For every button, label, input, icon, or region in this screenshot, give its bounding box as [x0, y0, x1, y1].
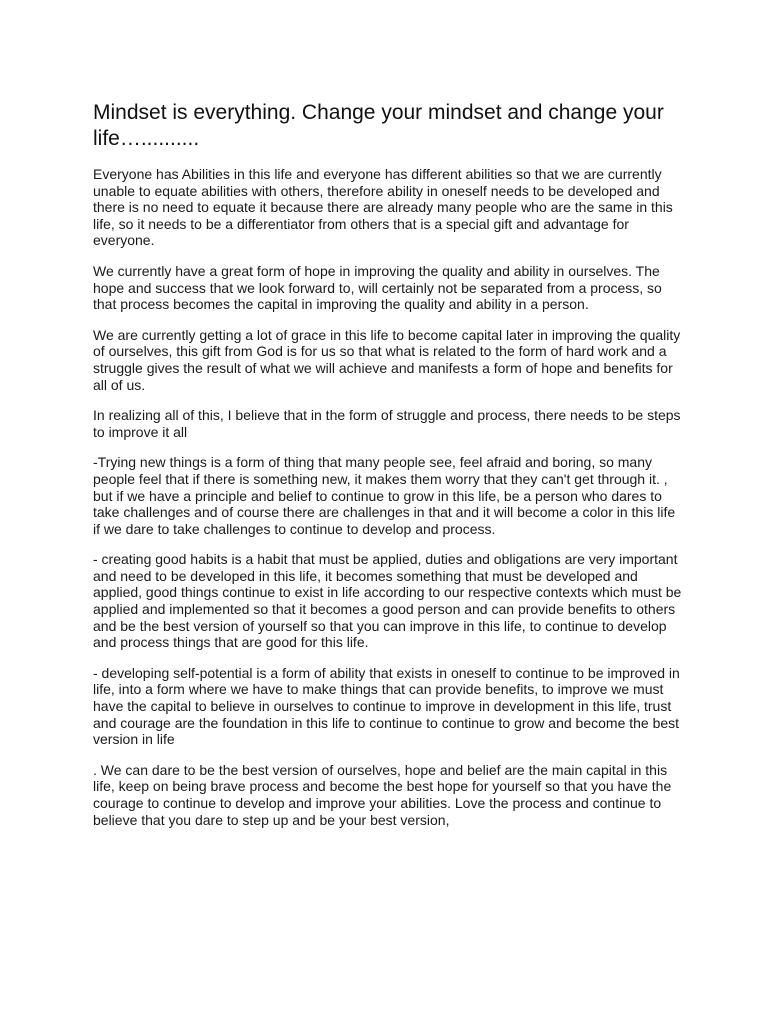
paragraph-grace: We are currently getting a lot of grace in this life to become capital later in improving the quality of ourselves, this gift from God is for us so that what is related to the form of hard work and a struggle gives the result of what we will achieve and manifests a form of hope and benefits for all of us. [93, 326, 681, 393]
paragraph-hope: We currently have a great form of hope in improving the quality and ability in ourselves. The hope and success that we look forward to, will certainly not be separated from a process, so that process becomes the capital in improving the quality and ability in a person. [93, 262, 662, 313]
paragraph-steps: In realizing all of this, I believe that in the form of struggle and process, there needs to be steps to improve it all [93, 407, 681, 440]
paragraph-self-potential: - developing self-potential is a form of ability that exists in oneself to continue to be improved in life, into a form where we have to make things that can provide benefits, to improve we must have the capital to believe in ourselves to continue to improve in development in this life, trust and courage are the foundation in this life to continue to continue to grow and become the best version in life [93, 664, 680, 748]
document-page [93, 100, 683, 842]
document-title: Mindset is everything. Change your mindset and change your life….......... [93, 101, 664, 150]
paragraph-abilities: Everyone has Abilities in this life and everyone has different abilities so that we are currently unable to equate abilities with others, therefore ability in oneself needs to be developed and there is no need to equate it because there are already many people who are the same in this life, so it needs to be a differentiator from others that is a special gift and advantage for everyone. [93, 166, 673, 249]
paragraph-best-version: . We can dare to be the best version of ourselves, hope and belief are the main capital in this life, keep on being brave process and become the best hope for yourself so that you have the courage to continue to develop and improve your abilities. Love the process and continue to believe that you dare to step up and be your best version, [93, 761, 672, 828]
paragraph-good-habits: - creating good habits is a habit that must be applied, duties and obligations are very important and need to be developed in this life, it becomes something that must be developed and applied, good things continue to exist in life according to our respective contexts which must be applied and implemented so that it becomes a good person and can provide benefits to others and be the best version of yourself so that you can improve in this life, to continue to develop and process things that are good for this life. [93, 551, 682, 651]
paragraph-new-things: -Trying new things is a form of thing that many people see, feel afraid and boring, so many people feel that if there is something new, it makes them worry that they can't get through it. , but if we have a principle and belief to continue to grow in this life, be a person who dares to take challenges and of course there are challenges in that and it will become a color in this life if we dare to take challenges to continue to develop and process. [93, 454, 676, 537]
